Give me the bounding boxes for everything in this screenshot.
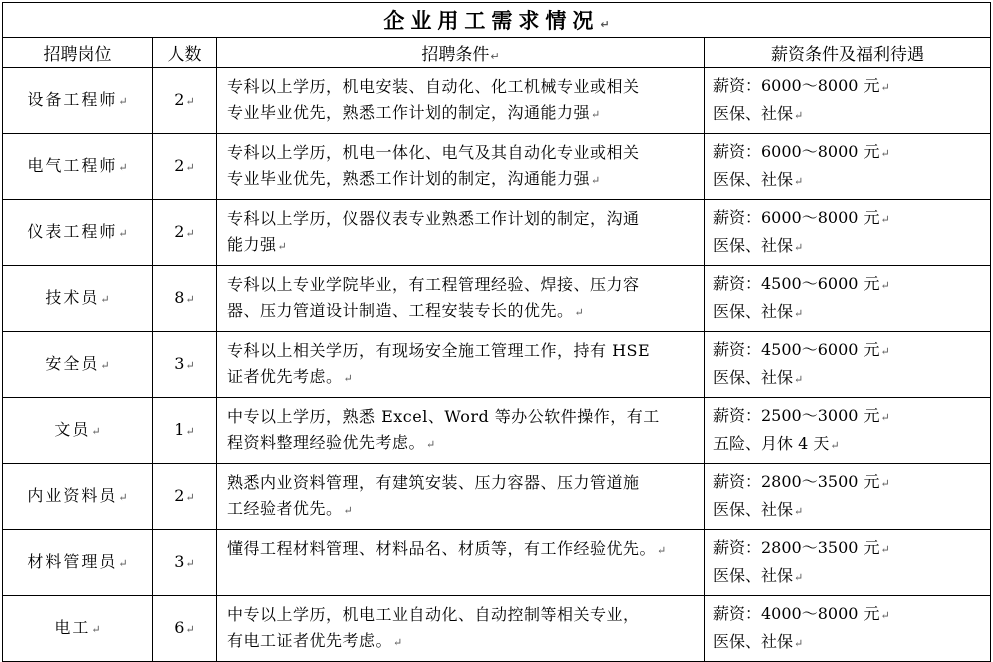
header-requirements: 招聘条件↵ (217, 38, 705, 68)
cell-salary: 薪资：6000～8000 元↵ 医保、社保↵ (705, 68, 991, 134)
cell-count: 6↵ (153, 596, 217, 662)
cell-salary: 薪资：6000～8000 元↵ 医保、社保↵ (705, 200, 991, 266)
cell-count: 2↵ (153, 464, 217, 530)
title-row (3, 3, 991, 38)
header-salary: 薪资条件及福利待遇 (705, 38, 991, 68)
cell-requirements: 专科以上学历，仪器仪表专业熟悉工作计划的制定，沟通 能力强↵ (217, 200, 705, 266)
cell-position: 内业资料员↵ (3, 464, 153, 530)
cell-salary: 薪资：4000～8000 元↵ 医保、社保↵ (705, 596, 991, 662)
table-row (3, 266, 991, 332)
cell-salary: 薪资：2800～3500 元↵ 医保、社保↵ (705, 464, 991, 530)
cell-requirements: 专科以上学历，机电安装、自动化、化工机械专业或相关 专业毕业优先，熟悉工作计划的制定，沟通能力强↵ (217, 68, 705, 134)
cell-requirements: 专科以上学历，机电一体化、电气及其自动化专业或相关 专业毕业优先，熟悉工作计划的制定，沟通能力强↵ (217, 134, 705, 200)
cell-requirements: 中专以上学历，熟悉 Excel、Word 等办公软件操作，有工 程资料整理经验优先考虑。↵ (217, 398, 705, 464)
cell-position: 设备工程师↵ (3, 68, 153, 134)
cell-count: 3↵ (153, 530, 217, 596)
cell-count: 3↵ (153, 332, 217, 398)
cell-count: 8↵ (153, 266, 217, 332)
header-count: 人数 (153, 38, 217, 68)
table-row (3, 134, 991, 200)
cell-position: 电工↵ (3, 596, 153, 662)
cell-position: 仪表工程师↵ (3, 200, 153, 266)
cell-position: 技术员↵ (3, 266, 153, 332)
cell-requirements: 懂得工程材料管理、材料品名、材质等，有工作经验优先。↵ (217, 530, 705, 596)
recruitment-table (2, 2, 991, 662)
cell-salary: 薪资：2800～3500 元↵ 医保、社保↵ (705, 530, 991, 596)
cell-salary: 薪资：6000～8000 元↵ 医保、社保↵ (705, 134, 991, 200)
cell-salary: 薪资：4500～6000 元↵ 医保、社保↵ (705, 332, 991, 398)
cell-requirements: 专科以上专业学院毕业，有工程管理经验、焊接、压力容 器、压力管道设计制造、工程安装专长的优先。↵ (217, 266, 705, 332)
cell-count: 2↵ (153, 134, 217, 200)
table-row (3, 200, 991, 266)
cell-position: 材料管理员↵ (3, 530, 153, 596)
header-row (3, 38, 991, 68)
cell-count: 1↵ (153, 398, 217, 464)
table-row (3, 530, 991, 596)
table-row (3, 464, 991, 530)
cell-count: 2↵ (153, 200, 217, 266)
cell-salary: 薪资：4500～6000 元↵ 医保、社保↵ (705, 266, 991, 332)
table-row (3, 398, 991, 464)
cell-requirements: 专科以上相关学历，有现场安全施工管理工作，持有 HSE 证者优先考虑。↵ (217, 332, 705, 398)
cell-requirements: 中专以上学历，机电工业自动化、自动控制等相关专业， 有电工证者优先考虑。↵ (217, 596, 705, 662)
cell-salary: 薪资：2500～3000 元↵ 五险、月休 4 天↵ (705, 398, 991, 464)
table-title: 企业用工需求情况↵ (3, 3, 991, 38)
header-position: 招聘岗位 (3, 38, 153, 68)
cell-position: 安全员↵ (3, 332, 153, 398)
table-row (3, 596, 991, 662)
cell-position: 电气工程师↵ (3, 134, 153, 200)
table-row (3, 68, 991, 134)
table-row (3, 332, 991, 398)
cell-position: 文员↵ (3, 398, 153, 464)
cell-requirements: 熟悉内业资料管理，有建筑安装、压力容器、压力管道施 工经验者优先。↵ (217, 464, 705, 530)
cell-count: 2↵ (153, 68, 217, 134)
